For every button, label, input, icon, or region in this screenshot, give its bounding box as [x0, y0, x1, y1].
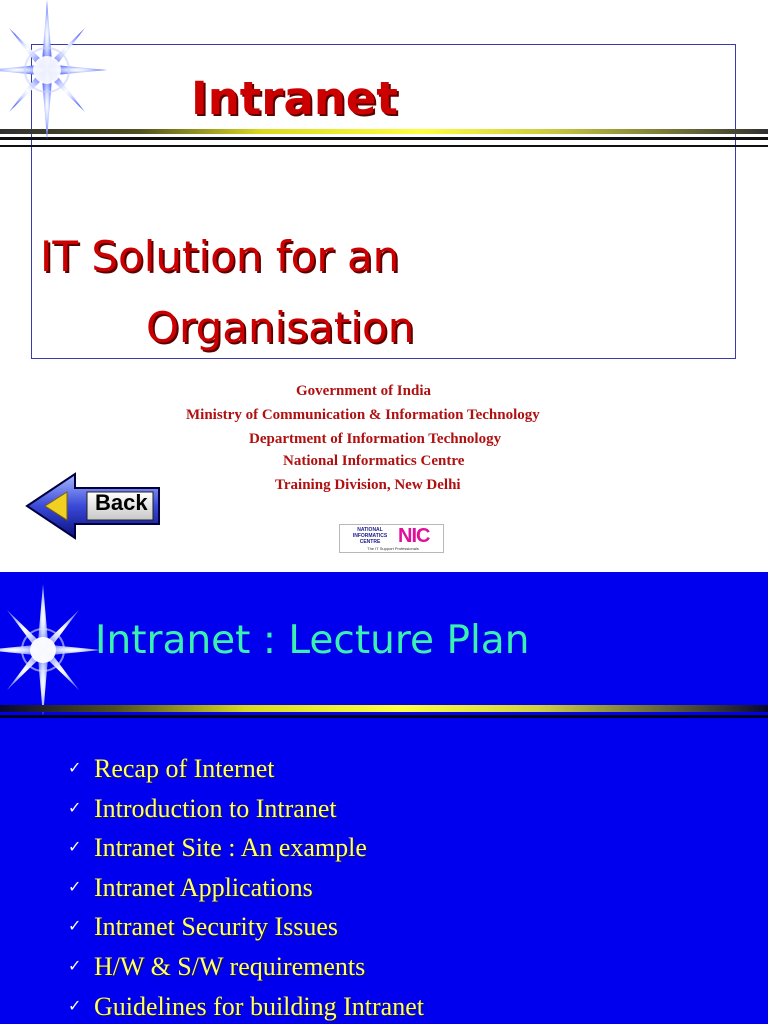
- checkmark-icon: ✓: [68, 758, 82, 777]
- checkmark-icon: ✓: [68, 876, 82, 896]
- list-item-text: Intranet Site : An example: [94, 833, 367, 863]
- lecture-plan-slide: [0, 572, 768, 1024]
- nic-logo-tagline: The IT Support Professionals: [367, 546, 419, 551]
- list-item-text: Intranet Applications: [94, 872, 313, 902]
- nic-logo-mark: NIC: [398, 525, 430, 547]
- checkmark-icon: ✓: [68, 916, 82, 936]
- list-item-text: Guidelines for building Intranet: [94, 991, 424, 1021]
- back-button-label: Back: [95, 490, 148, 515]
- star-icon: [0, 0, 112, 145]
- list-item-text: Recap of Internet: [94, 754, 275, 783]
- nic-logo-text: NATIONAL INFORMATICS CENTRE: [352, 527, 388, 545]
- org-line: Government of India: [296, 383, 431, 399]
- title-rule-line: [0, 145, 768, 147]
- org-line: Department of Information Technology: [249, 431, 502, 447]
- org-line: Ministry of Communication & Information Technology: [186, 407, 540, 423]
- checkmark-icon: ✓: [68, 837, 82, 857]
- slide-subtitle-line2: Organisation: [146, 303, 415, 352]
- org-line: National Informatics Centre: [283, 453, 465, 469]
- title-rule-gradient: [0, 705, 768, 712]
- title-rule-line: [0, 137, 768, 140]
- list-item-text: Introduction to Intranet: [94, 793, 337, 823]
- title-rule-gradient: [0, 129, 768, 134]
- list-item-text: Intranet Security Issues: [94, 912, 339, 942]
- checkmark-icon: ✓: [68, 797, 82, 817]
- slide-title: Intranet : Lecture Plan: [95, 618, 530, 663]
- title-rule-line: [0, 715, 768, 718]
- nic-logo: [339, 524, 444, 553]
- checkmark-icon: ✓: [68, 995, 82, 1015]
- star-icon: [0, 582, 108, 722]
- slide-title: Intranet: [191, 72, 398, 125]
- org-line: Training Division, New Delhi: [275, 477, 461, 493]
- slide-subtitle-line1: IT Solution for an: [40, 232, 400, 281]
- checkmark-icon: ✓: [68, 955, 82, 975]
- list-item-text: H/W & S/W requirements: [94, 951, 366, 981]
